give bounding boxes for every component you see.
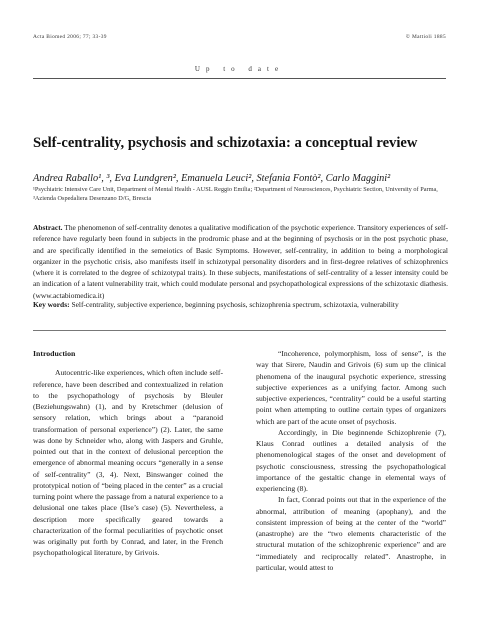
affiliations: ¹Psychiatric Intensive Care Unit, Department of Mental Health - AUSL Reggio Emilia; ²Department of Neurosciences, Psychiatric Section, University of Parma, ³Azienda Ospedaliera Desenzano D/G, Brescia xyxy=(33,186,438,202)
abstract-divider xyxy=(33,330,446,331)
abstract xyxy=(33,222,448,301)
keywords xyxy=(33,299,448,310)
section-label: Up to date xyxy=(194,65,285,73)
author-list: Andrea Raballo¹, ³, Eva Lundgren², Emanuela Leuci², Stefania Fontò², Carlo Maggini² xyxy=(33,173,391,184)
paragraph: “Incoherence, polymorphism, loss of sense”, is the way that Sirere, Naudin and Grivois (6) sum up the clinical phenomena of the inaugural psychotic experience, stressing subjective experiences as a unifying factor. Among such subjective experiences, “centrality” could be a useful starting point when attempting to outline certain types of organizers which are part of the acute onset of psychosis. xyxy=(256,349,446,426)
abstract-label: Abstract. xyxy=(33,223,63,232)
paragraph: Accordingly, in Die beginnende Schizophrenie (7), Klaus Conrad outlines a detailed analysis of the phenomenological stages of the onset and development of psychotic consciousness, stressing the psychopathological importance of the gestaltic change in elemental ways of experiencing (8). xyxy=(256,427,446,493)
left-column xyxy=(33,348,223,559)
article-title: Self-centrality, psychosis and schizotaxia: a conceptual review xyxy=(33,135,418,151)
paragraph: In fact, Conrad points out that in the experience of the abnormal, attribution of meaning (apophany), and the consistent impression of being at the center of the “world” (anastrophe) are the “two elements characteristic of the structural mutation of the schizophrenic experience” and are “immediately and reciprocally related”. Anastrophe, in particular, would attest to xyxy=(256,495,446,572)
section-heading-introduction: Introduction xyxy=(33,349,76,358)
journal-citation: Acta Biomed 2006; 77; 33-39 xyxy=(33,34,107,40)
running-head xyxy=(33,34,446,40)
abstract-text: The phenomenon of self-centrality denotes a qualitative modification of the psychotic experience. Transitory experiences of self-reference have regularly been found in subjects in the prodromic phase and at the beginning of psychosis or in the post psychotic phase, and are specifically identified in the semeiotics of Basic Symptoms. However, self-centrality, in addition to being a morphological organizer in the psychotic crisis, also manifests itself in schizotypal personality disorders and in first-degree relatives of schizophrenics (where it is correlated to the degree of schizotypal traits). In these subjects, manifestations of self-centrality of a lesser intensity could be an indication of a latent vulnerability trait, which could modulate personal and psychopathological expressions of the schizotaxic diathesis. (www.actabiomedica.it) xyxy=(33,223,449,300)
paragraph: Autocentric-like experiences, which often include self-reference, have been described and contextualized in relation to the psychopathology of psychosis by Bleuler (Beziehungswahn) (1), and by Kretschmer (delusion of sensory relation, which brings about a “paranoid transformation of personal experience”) (2). Later, the same was done by Schneider who, along with Jaspers and Gruhle, pointed out that in the context of delusional perception the emergence of abnormal meaning occurs “generally in a sense of self-centrality” (3, 4). Next, Binswanger coined the prototypical notion of “being placed in the center” as a crucial turning point where the passage from a natural experience to a delusional one takes place (Ilse’s case) (5). Nevertheless, a description more specifically geared towards a characterization of the formal peculiarities of psychotic onset was originally put forth by Conrad, and later, in the French psychopathological literature, by Grivois. xyxy=(33,368,223,558)
right-column xyxy=(256,348,446,573)
section-divider xyxy=(33,78,446,79)
copyright-notice: © Mattioli 1885 xyxy=(405,34,446,40)
keywords-label: Key words: xyxy=(33,300,70,309)
keywords-text: Self-centrality, subjective experience, beginning psychosis, schizophrenia spectrum, schizotaxia, vulnerability xyxy=(71,300,399,309)
